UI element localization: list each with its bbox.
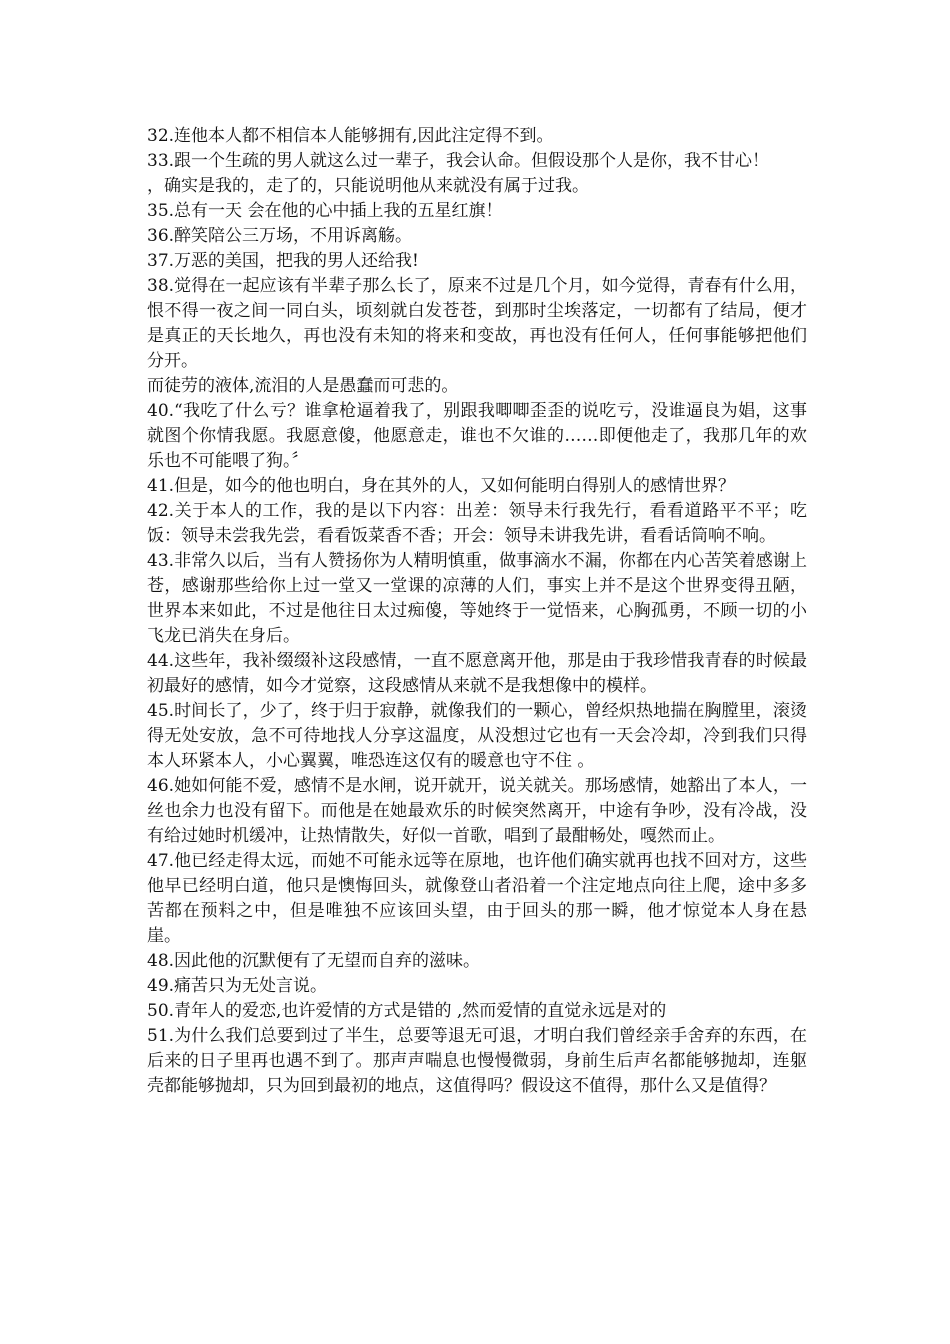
paragraph-39-fragment: 而徒劳的液体,流泪的人是愚蠢而可悲的。 [147,376,459,396]
paragraph-46: 46.她如何能不爱，感情不是水闸，说开就开，说关就关。那场感情，她豁出了本人，一丝也余力也没有留下。而他是在她最欢乐的时候突然离开，中途有争吵，没有冷战，没有给过她时机缓冲，让热情散失，好似一首歌，唱到了最酣畅处，嘎然而止。 [147,776,807,846]
paragraph-32: 32.连他本人都不相信本人能够拥有,因此注定得不到。 [147,126,554,146]
paragraph-50: 50.青年人的爱恋,也许爱情的方式是错的 ,然而爱情的直觉永远是对的 [147,1001,667,1021]
paragraph-40: 40.“我吃了什么亏？谁拿枪逼着我了，别跟我唧唧歪歪的说吃亏，没谁逼良为娼，这事就图个你情我愿。我愿意傻，他愿意走，谁也不欠谁的……即便他走了，我那几年的欢乐也不可能喂了狗。〞 [147,401,807,471]
paragraph-34-fragment: ，确实是我的，走了的，只能说明他从来就没有属于过我。 [147,176,589,196]
paragraph-38: 38.觉得在一起应该有半辈子那么长了，原来不过是几个月，如今觉得，青春有什么用，恨不得一夜之间一同白头，顷刻就白发苍苍，到那时尘埃落定，一切都有了结局，便才是真正的天长地久，再也没有未知的将来和变故，再也没有任何人，任何事能够把他们分开。 [147,276,807,371]
paragraph-35: 35.总有一天 会在他的心中插上我的五星红旗！ [147,201,503,221]
paragraph-48: 48.因此他的沉默便有了无望而自弃的滋味。 [147,951,481,971]
paragraph-47: 47.他已经走得太远，而她不可能永远等在原地，也许他们确实就再也找不回对方，这些他早已经明白道，他只是懊悔回头，就像登山者沿着一个注定地点向往上爬，途中多多苦都在预料之中，但是唯独不应该回头望，由于回头的那一瞬，他才惊觉本人身在悬崖。 [147,851,807,946]
paragraph-41: 41.但是，如今的他也明白，身在其外的人，又如何能明白得别人的感情世界？ [147,476,736,496]
paragraph-42: 42.关于本人的工作，我的是以下内容：出差：领导未行我先行，看看道路平不平；吃饭：领导未尝我先尝，看看饭菜香不香；开会：领导未讲我先讲，看看话筒响不响。 [147,501,807,546]
paragraph-45: 45.时间长了，少了，终于归于寂静，就像我们的一颗心，曾经炽热地揣在胸膛里，滚烫得无处安放，急不可待地找人分享这温度，从没想过它也有一天会冷却，冷到我们只得本人环紧本人，小心翼翼，唯恐连这仅有的暖意也守不住 。 [147,701,807,771]
paragraph-33: 33.跟一个生疏的男人就这么过一辈子，我会认命。但假设那个人是你，我不甘心！ [147,151,770,171]
paragraph-36: 36.醉笑陪公三万场，不用诉离觞。 [147,226,413,246]
paragraph-44: 44.这些年，我补缀缀补这段感情，一直不愿意离开他，那是由于我珍惜我青春的时候最初最好的感情，如今才觉察，这段感情从来就不是我想像中的模样。 [147,651,807,696]
document-page [147,124,807,1099]
paragraph-51: 51.为什么我们总要到过了半生，总要等退无可退，才明白我们曾经亲手舍弃的东西，在后来的日子里再也遇不到了。那声声喘息也慢慢微弱，身前生后声名都能够抛却，连躯壳都能够抛却，只为回到最初的地点，这值得吗？假设这不值得，那什么又是值得？ [147,1026,807,1096]
paragraph-37: 37.万恶的美国，把我的男人还给我! [147,251,419,271]
paragraph-49: 49.痛苦只为无处言说。 [147,976,328,996]
paragraph-43: 43.非常久以后，当有人赞扬你为人精明慎重，做事滴水不漏，你都在内心苦笑着感谢上苍，感谢那些给你上过一堂又一堂课的凉薄的人们，事实上并不是这个世界变得丑陋，世界本来如此，不过是他往日太过痴傻，等她终于一觉悟来，心胸孤勇，不顾一切的小飞龙已消失在身后。 [147,551,807,646]
